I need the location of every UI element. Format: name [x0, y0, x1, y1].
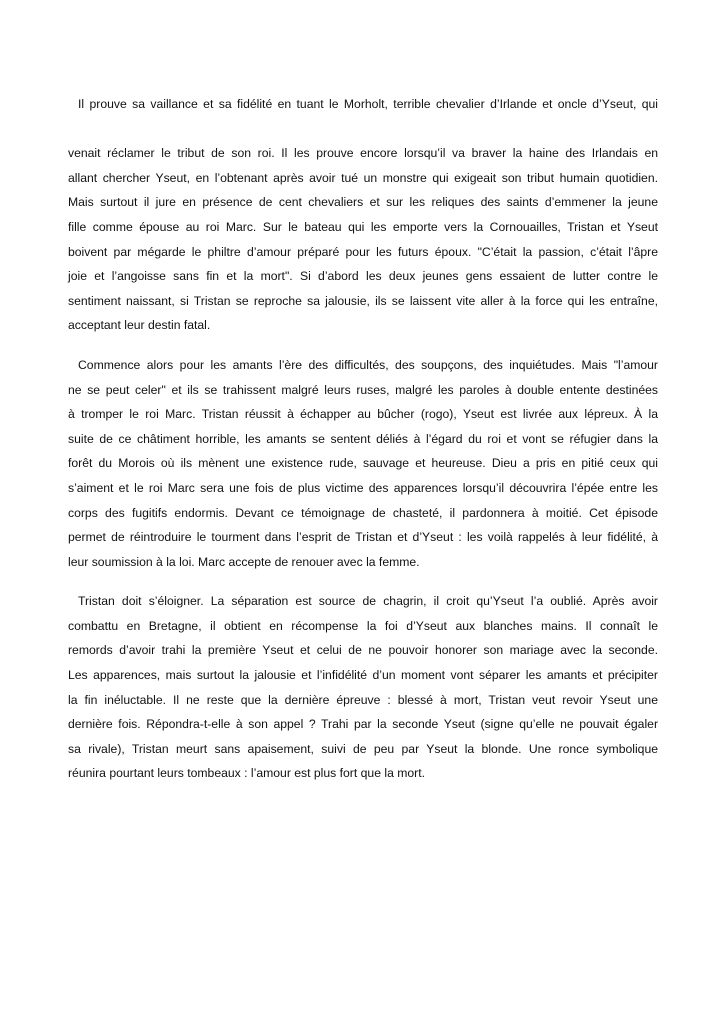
text-line: corps des fugitifs endormis. Devant ce témoignage de chasteté, il pardonnera à moitié. Cet épisode	[68, 505, 658, 520]
blank-line	[68, 117, 658, 142]
paragraph-gap	[68, 574, 658, 589]
text-line: allant chercher Yseut, en l’obtenant après avoir tué un monstre qui exigeait son tribut humain quotidien.	[68, 170, 658, 185]
text-line: Mais surtout il jure en présence de cent chevaliers et sur les reliques des saints d’emmener la jeune	[68, 195, 658, 210]
text-line: joie et l’angoisse sans fin et la mort". Si d’abord les deux jeunes gens essaient de lutter contre le	[68, 269, 658, 284]
text-line: suite de ce châtiment horrible, les amants se sentent déliés à l’égard du roi et vont se réfugier dans la	[68, 431, 658, 446]
paragraph-1	[68, 92, 658, 338]
text-line: venait réclamer le tribut de son roi. Il les prouve encore lorsqu’il va braver la haine des Irlandais en	[68, 146, 658, 161]
text-line: boivent par mégarde le philtre d’amour préparé pour les futurs époux. "C’était la passion, c’était l’âpre	[68, 244, 658, 259]
text-line: acceptant leur destin fatal.	[68, 318, 211, 333]
text-line: Les apparences, mais surtout la jalousie et l’infidélité d’un moment vont séparer les amants et précipiter	[68, 668, 658, 683]
text-line: sentiment naissant, si Tristan se reproche sa jalousie, ils se laissent vite aller à la force qui les entraîne,	[68, 293, 658, 308]
paragraph-2	[68, 353, 658, 574]
text-line: dernière fois. Répondra-t-elle à son appel ? Trahi par la seconde Yseut (signe qu’elle ne pouvait égaler	[68, 717, 658, 732]
text-line: Il prouve sa vaillance et sa fidélité en tuant le Morholt, terrible chevalier d’Irlande et oncle d’Yseut, qui	[78, 97, 658, 111]
text-line: Commence alors pour les amants l’ère des difficultés, des soupçons, des inquiétudes. Mais "l’amour	[78, 357, 658, 372]
text-line: Tristan doit s’éloigner. La séparation est source de chagrin, il croit qu’Yseut l’a oublié. Après avoir	[78, 594, 658, 609]
paragraph-gap	[68, 338, 658, 353]
paragraph-3	[68, 589, 658, 786]
document-page	[68, 92, 658, 786]
text-line: fille comme épouse au roi Marc. Sur le bateau qui les emporte vers la Cornouailles, Tristan et Yseut	[68, 219, 658, 234]
text-line: réunira pourtant leurs tombeaux : l’amour est plus fort que la mort.	[68, 766, 425, 781]
text-line: s’aiment et le roi Marc sera une fois de plus victime des apparences lorsqu’il découvrira l’épée entre les	[68, 480, 658, 495]
text-line: forêt du Morois où ils mènent une existence rude, sauvage et heureuse. Dieu a pris en pitié ceux qui	[68, 456, 658, 471]
text-line: la fin inéluctable. Il ne reste que la dernière épreuve : blessé à mort, Tristan veut revoir Yseut une	[68, 692, 658, 707]
text-line: combattu en Bretagne, il obtient en récompense la foi d’Yseut aux blanches mains. Il connaît le	[68, 618, 658, 633]
text-line: remords d’avoir trahi la première Yseut et celui de ne pouvoir honorer son mariage avec la seconde.	[68, 643, 658, 658]
text-line: permet de réintroduire le tourment dans l’esprit de Tristan et d’Yseut : les voilà rappelés à leur fidélité, à	[68, 530, 658, 545]
text-line: leur soumission à la loi. Marc accepte de renouer avec la femme.	[68, 554, 420, 569]
text-line: sa rivale), Tristan meurt sans apaisement, suivi de peu par Yseut la blonde. Une ronce symbolique	[68, 741, 658, 756]
text-line: ne se peut celer" et ils se trahissent malgré leurs ruses, malgré les paroles à double entente destinées	[68, 382, 658, 397]
text-line: à tromper le roi Marc. Tristan réussit à échapper au bûcher (rogo), Yseut est livrée aux lépreux. À la	[68, 407, 658, 422]
